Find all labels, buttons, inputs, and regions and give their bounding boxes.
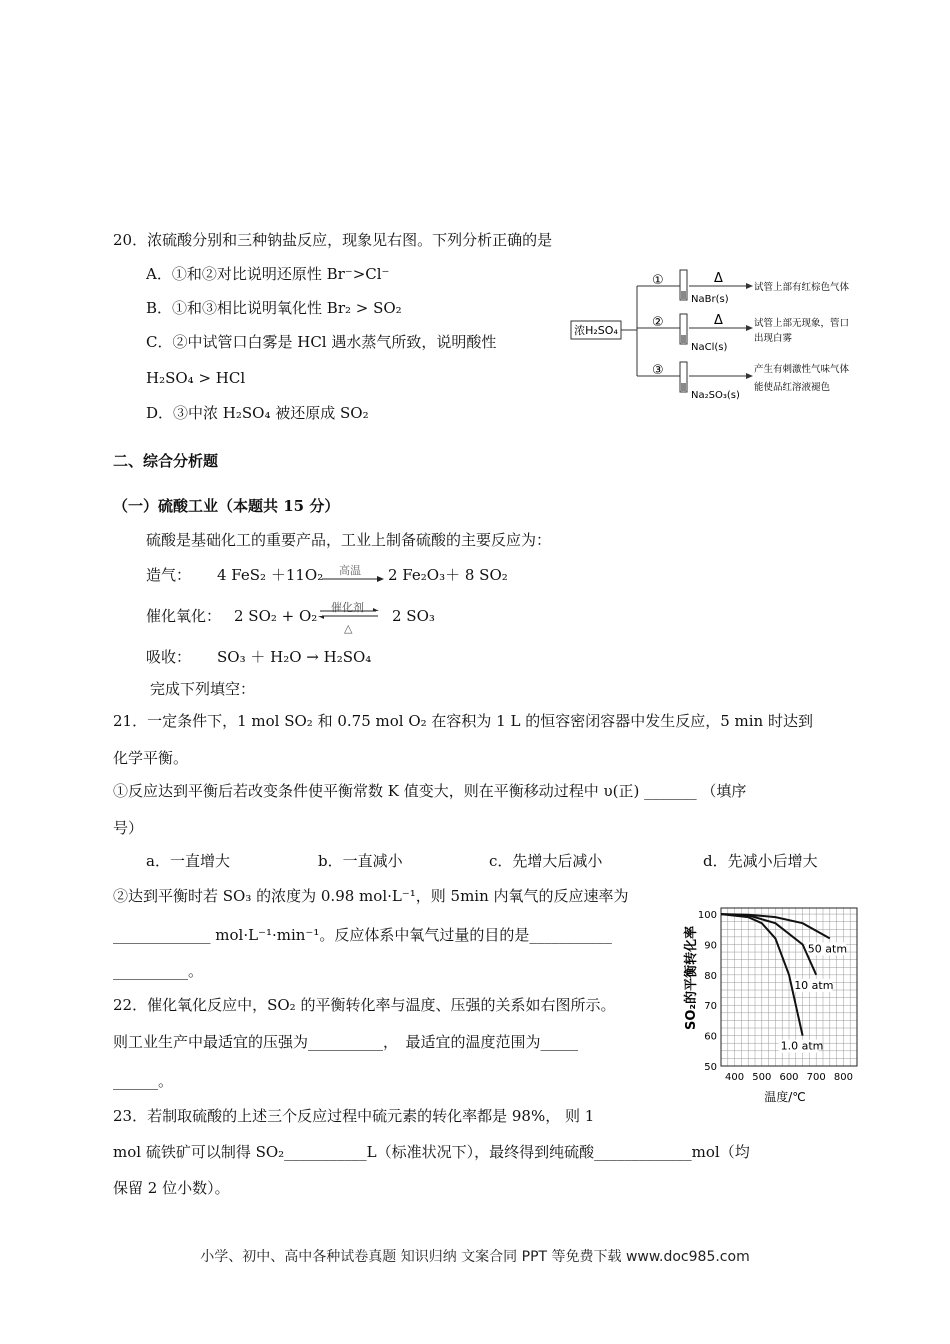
q21-option-b: b．一直减小 [318, 852, 403, 870]
q21-sub2-cont2: __________。 [113, 962, 204, 980]
q20-stem: 20．浓硫酸分别和三种钠盐反应，现象见右图。下列分析正确的是 [113, 231, 553, 249]
q22-line2: 则工业生产中最适宜的压强为__________， 最适宜的温度范围为_____ [113, 1033, 579, 1051]
x-tick-label: 700 [806, 1072, 826, 1083]
tube-2-observation: 试管上部无现象，管口 [754, 318, 850, 329]
q20-option-a: A．①和②对比说明还原性 Br⁻>Cl⁻ [146, 265, 390, 283]
reaction-2-products: 2 SO₃ [392, 607, 435, 625]
q21-line1: 21．一定条件下，1 mol SO₂ 和 0.75 mol O₂ 在容积为 1 L 的恒容密闭容器中发生反应，5 min 时达到 [113, 712, 813, 730]
reaction-1-products: 2 Fe₂O₃＋ 8 SO₂ [388, 566, 508, 584]
reaction-2-heat: △ [344, 622, 353, 635]
tube-1-salt: NaBr(s) [691, 294, 729, 305]
y-tick-label: 60 [704, 1031, 717, 1043]
reaction-1-arrow [322, 574, 384, 584]
page-footer: 小学、初中、高中各种试卷真题 知识归纳 文案合同 PPT 等免费下载 www.doc985.com [200, 1249, 750, 1265]
q21-sub2-cont: _____________ mol·L⁻¹·min⁻¹。反应体系中氧气过量的目的是___________ [113, 926, 612, 944]
tube-3-number: ③ [652, 363, 664, 378]
tube-3-salt: Na₂SO₃(s) [691, 390, 740, 401]
q23-line2: mol 硫铁矿可以制得 SO₂___________L（标准状况下），最终得到纯硫酸_____________mol（均 [113, 1143, 750, 1161]
q22-line3: ______。 [113, 1072, 174, 1090]
y-tick-label: 70 [704, 1001, 717, 1013]
y-tick-label: 80 [704, 970, 717, 982]
chart-x-label: 温度/℃ [764, 1090, 806, 1104]
tube-2-number: ② [652, 315, 664, 330]
series-label-1: 10 atm [794, 978, 834, 992]
q21-sub2: ②达到平衡时若 SO₃ 的浓度为 0.98 mol·L⁻¹，则 5min 内氧气的反应速率为 [113, 887, 629, 905]
q20-option-c-cont: H₂SO₄ > HCl [146, 369, 246, 387]
task-instruction: 完成下列填空： [150, 680, 256, 698]
reaction-2-label: 催化氧化： [146, 607, 222, 625]
q21-option-a: a．一直增大 [146, 852, 230, 870]
series-label-2: 1.0 atm [780, 1039, 824, 1053]
q23-line1: 23．若制取硫酸的上述三个反应过程中硫元素的转化率都是 98%， 则 1 [113, 1107, 595, 1125]
q21-sub1-cont: 号） [113, 819, 144, 837]
tube-3-observation: 产生有刺激性气味气体 [754, 364, 850, 375]
reaction-3-label: 吸收： [146, 648, 192, 666]
x-tick-label: 400 [725, 1072, 745, 1083]
chart-y-label: SO₂的平衡转化率 [684, 925, 699, 1030]
tube-1-number: ① [652, 273, 664, 288]
x-tick-label: 600 [779, 1072, 799, 1083]
q21-line2: 化学平衡。 [113, 749, 189, 767]
x-tick-label: 800 [833, 1072, 853, 1083]
reaction-2-catalyst: 催化剂 [331, 601, 364, 614]
x-tick-label: 500 [752, 1072, 772, 1083]
conversion-chart [675, 888, 875, 1110]
tube-3-observation-cont: 能使品红溶液褪色 [754, 382, 831, 393]
q20-option-c: C．②中试管口白雾是 HCl 遇水蒸气所致，说明酸性 [146, 333, 497, 351]
q20-option-b: B．①和③相比说明氧化性 Br₂ > SO₂ [146, 299, 402, 317]
tube-2-salt: NaCl(s) [691, 342, 728, 353]
q20-option-d: D．③中浓 H₂SO₄ 被还原成 SO₂ [146, 404, 369, 422]
part-title: （一）硫酸工业（本题共 15 分） [113, 497, 340, 515]
y-tick-label: 100 [697, 910, 717, 922]
reagent-label: 浓H₂SO₄ [574, 324, 618, 337]
reaction-1-reactants: 4 FeS₂ ＋11O₂ [217, 566, 324, 584]
reaction-2-reactants: 2 SO₂ + O₂ [234, 607, 318, 625]
q21-option-d: d．先减小后增大 [703, 852, 818, 870]
reaction-1-condition: 高温 [339, 564, 361, 577]
tube-1-observation: 试管上部有红棕色气体 [754, 282, 850, 293]
section-title: 二、综合分析题 [113, 452, 219, 470]
series-label-0: 50 atm [807, 942, 848, 956]
reaction-diagram [568, 264, 868, 414]
q21-sub1: ①反应达到平衡后若改变条件使平衡常数 K 值变大，则在平衡移动过程中 υ(正) _______ （填序 [113, 782, 747, 800]
reaction-3-equation: SO₃ ＋ H₂O → H₂SO₄ [217, 648, 372, 666]
y-tick-label: 90 [704, 940, 717, 952]
chart-series [721, 914, 847, 1053]
q23-line3: 保留 2 位小数）。 [113, 1179, 230, 1197]
reaction-1-label: 造气： [146, 566, 192, 584]
q21-option-c: c．先增大后减小 [489, 852, 603, 870]
heat-symbol-2: Δ [714, 313, 723, 328]
q22-line1: 22．催化氧化反应中，SO₂ 的平衡转化率与温度、压强的关系如右图所示。 [113, 996, 616, 1014]
tube-2-observation-cont: 出现白雾 [754, 333, 793, 344]
intro-text: 硫酸是基础化工的重要产品，工业上制备硫酸的主要反应为： [146, 531, 552, 549]
y-tick-label: 50 [704, 1062, 717, 1073]
heat-symbol-1: Δ [714, 271, 723, 286]
